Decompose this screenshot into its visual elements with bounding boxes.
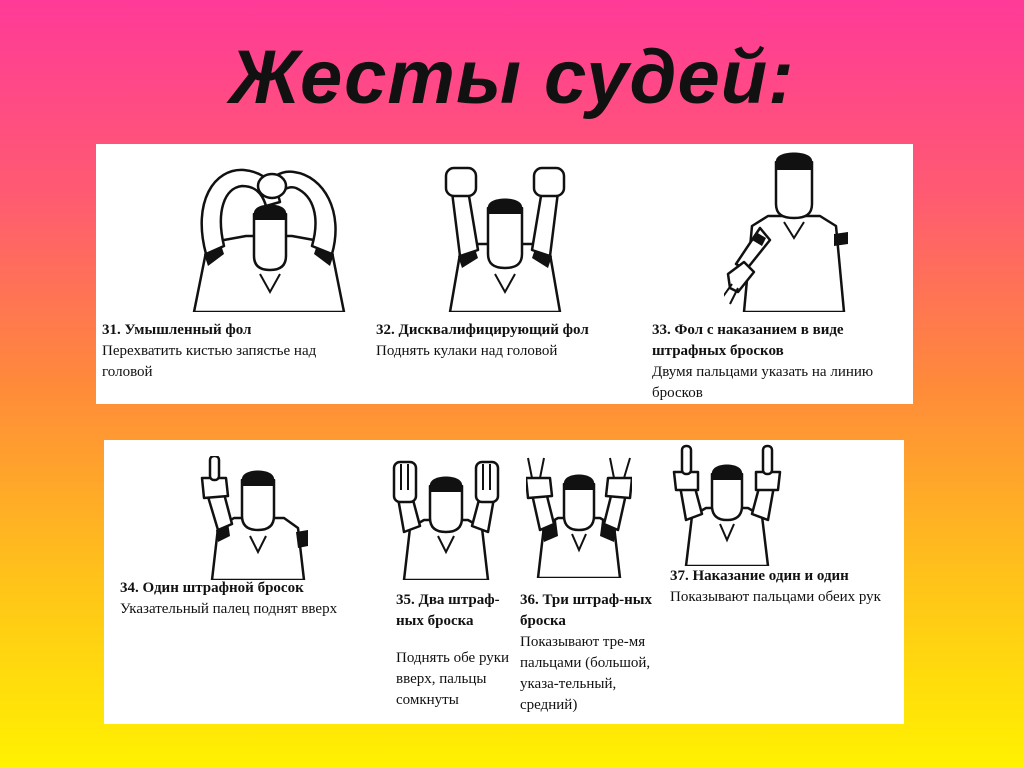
gesture-title: 35. Два штраф-ных броска (396, 592, 500, 629)
referee-figure-35-icon (392, 456, 500, 580)
gesture-caption-36 (520, 590, 662, 716)
referee-figure-33-icon (724, 152, 854, 312)
gesture-description: Поднять кулаки над головой (376, 343, 558, 359)
gesture-description: Показывают тре-мя пальцами (большой, указа-тельный, средний) (520, 634, 651, 713)
referee-figure-36-icon (526, 454, 632, 578)
gesture-title: 36. Три штраф-ных броска (520, 592, 652, 629)
gesture-title: 31. Умышленный фол (102, 322, 252, 338)
gestures-panel-bottom (104, 440, 904, 724)
gestures-panel-top (96, 144, 913, 404)
gesture-title: 34. Один штрафной бросок (120, 580, 304, 596)
gesture-description: Поднять обе руки вверх, пальцы сомкнуты (396, 650, 510, 708)
referee-figure-37-icon (672, 442, 782, 566)
gesture-title: 32. Дисквалифицирующий фол (376, 322, 589, 338)
gesture-description: Двумя пальцами указать на линию бросков (652, 364, 874, 401)
gesture-caption-31 (102, 320, 352, 383)
referee-figure-31-icon (184, 162, 354, 312)
gesture-description: Показывают пальцами обеих рук (670, 589, 881, 605)
gesture-title: 33. Фол с наказанием в виде штрафных бросков (652, 322, 844, 359)
page-title: Жесты судей: (229, 35, 795, 120)
gesture-caption-34 (120, 578, 390, 620)
gesture-caption-33 (652, 320, 906, 404)
referee-figure-34-icon (194, 456, 314, 580)
gesture-description: Перехватить кистью запястье над головой (102, 343, 317, 380)
gesture-caption-32 (376, 320, 636, 362)
gesture-description: Указательный палец поднят вверх (120, 601, 338, 617)
referee-figure-32-icon (440, 162, 570, 312)
gesture-caption-35 (396, 590, 512, 711)
gesture-title: 37. Наказание один и один (670, 568, 849, 584)
gesture-caption-37 (670, 566, 904, 608)
